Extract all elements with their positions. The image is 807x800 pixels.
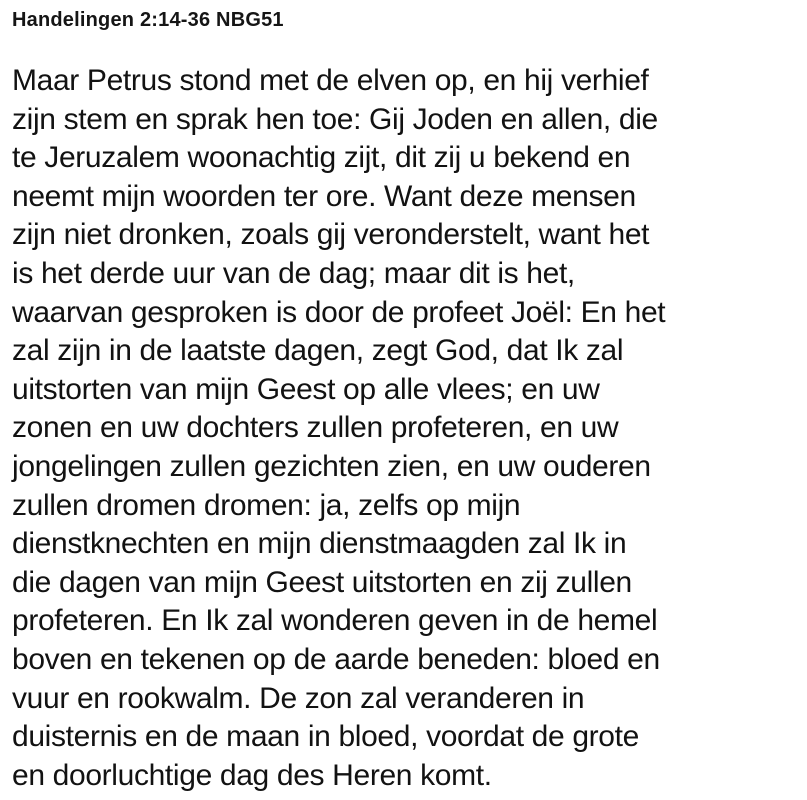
passage-line: Maar Petrus stond met de elven op, en hij verhief	[12, 64, 649, 97]
passage-line: zullen dromen dromen: ja, zelfs op mijn	[12, 488, 521, 522]
passage-line: neemt mijn woorden ter ore. Want deze mensen	[12, 179, 636, 213]
passage-line: zijn stem en sprak hen toe: Gij Joden en allen, die	[12, 102, 658, 136]
passage-line: zijn niet dronken, zoals gij veronderstelt, want het	[12, 218, 650, 252]
passage-line: uitstorten van mijn Geest op alle vlees; en uw	[12, 372, 600, 406]
passage-line: is het derde uur van de dag; maar dit is het,	[12, 256, 575, 290]
passage-line: dienstknechten en mijn dienstmaagden zal Ik in	[12, 527, 627, 561]
passage-line: profeteren. En Ik zal wonderen geven in de hemel	[12, 604, 658, 638]
passage-text	[12, 62, 807, 795]
passage-line: zonen en uw dochters zullen profeteren, en uw	[12, 411, 619, 445]
passage-line: boven en tekenen op de aarde beneden: bloed en	[12, 642, 660, 676]
passage-reference-title: Handelingen 2:14-36 NBG51	[12, 9, 284, 31]
passage-line: te Jeruzalem woonachtig zijt, dit zij u bekend en	[12, 141, 631, 175]
passage-line: die dagen van mijn Geest uitstorten en zij zullen	[12, 565, 632, 599]
passage-line: waarvan gesproken is door de profeet Joël: En het	[12, 295, 666, 329]
passage-line: vuur en rookwalm. De zon zal veranderen in	[12, 681, 585, 715]
passage-line: en doorluchtige dag des Heren komt.	[12, 758, 492, 792]
passage-line: duisternis en de maan in bloed, voordat de grote	[12, 720, 639, 754]
passage-line: jongelingen zullen gezichten zien, en uw ouderen	[12, 449, 651, 483]
passage-line: zal zijn in de laatste dagen, zegt God, dat Ik zal	[12, 334, 624, 368]
